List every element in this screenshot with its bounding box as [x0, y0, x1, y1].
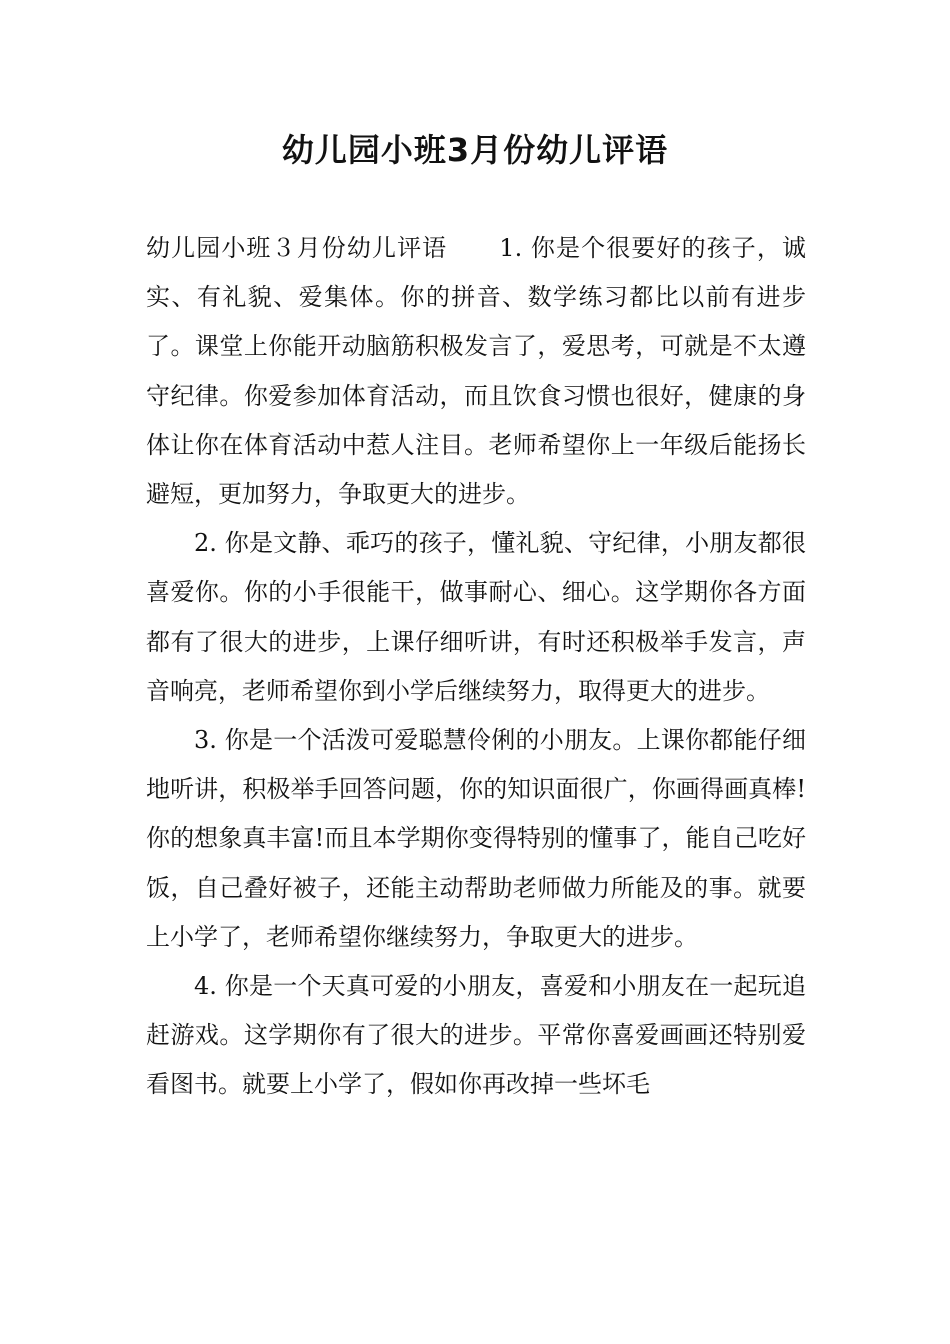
- intro-label: 幼儿园小班３月份幼儿评语: [146, 234, 448, 262]
- document-body: [146, 224, 806, 1110]
- paragraph-2: 2. 你是文静、乖巧的孩子，懂礼貌、守纪律，小朋友都很喜爱你。你的小手很能干，做事耐心、细心。这学期你各方面都有了很大的进步，上课仔细听讲，有时还积极举手发言，声音响亮，老师希望你到小学后继续努力，取得更大的进步。: [146, 529, 806, 705]
- page-title: 幼儿园小班3月份幼儿评语: [281, 131, 669, 169]
- paragraph-3: 3. 你是一个活泼可爱聪慧伶俐的小朋友。上课你都能仔细地听讲，积极举手回答问题，你的知识面很广，你画得画真棒!你的想象真丰富!而且本学期你变得特别的懂事了，能自己吃好饭，自己叠好被子，还能主动帮助老师做力所能及的事。就要上小学了，老师希望你继续努力，争取更大的进步。: [146, 726, 806, 951]
- paragraph-4: 4. 你是一个天真可爱的小朋友，喜爱和小朋友在一起玩追赶游戏。这学期你有了很大的进步。平常你喜爱画画还特别爱看图书。就要上小学了，假如你再改掉一些坏毛: [146, 972, 806, 1099]
- paragraph-text: 1. 你是个很要好的孩子，诚实、有礼貌、爱集体。你的拼音、数学练习都比以前有进步了。课堂上你能开动脑筋积极发言了，爱思考，可就是不太遵守纪律。你爱参加体育活动，而且饮食习惯也很好，健康的身体让你在体育活动中惹人注目。老师希望你上一年级后能扬长避短，更加努力，争取更大的进步。: [146, 234, 807, 509]
- paragraph-1: [146, 224, 806, 519]
